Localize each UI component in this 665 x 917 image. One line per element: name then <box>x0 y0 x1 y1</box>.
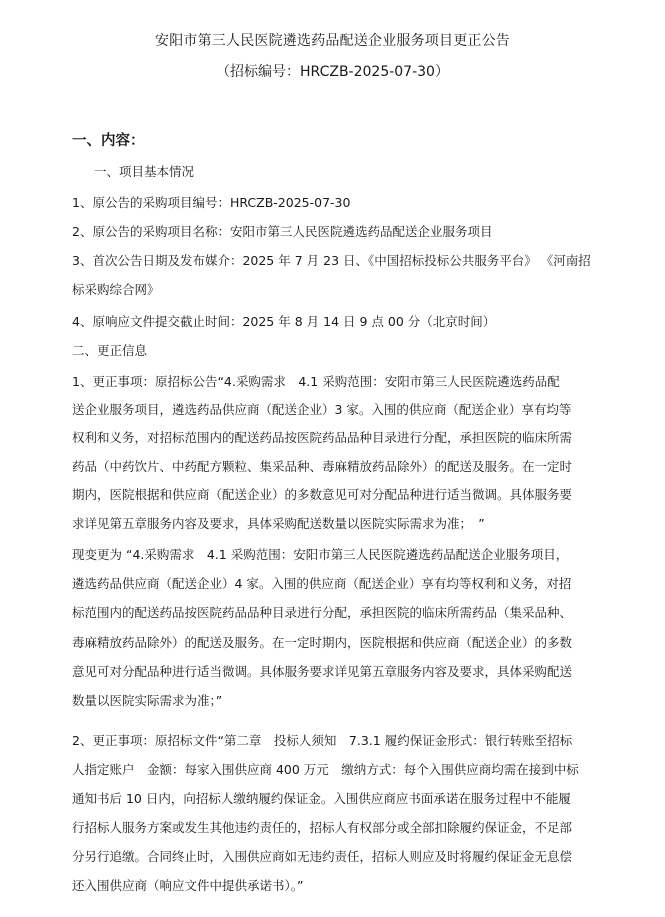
paragraph-line: 权利和义务，对招标范围内的配送药品按医院药品品种目录进行分配，承担医院的临床所需 <box>72 430 573 445</box>
paragraph-line: 2、更正事项：原招标文件“第二章 投标人须知 7.3.1 履约保证金形式：银行转账至招标 <box>72 733 573 748</box>
paragraph-line: 意见可对分配品种进行适当微调。具体服务要求详见第五章服务内容及要求，具体采购配送 <box>72 664 573 679</box>
paragraph-line: 标范围内的配送药品按医院药品品种目录进行分配，承担医院的临床所需药品（集采品种、 <box>72 605 573 620</box>
paragraph-line: 通知书后 10 日内，向招标人缴纳履约保证金。入围供应商应书面承诺在服务过程中不能履 <box>72 791 571 806</box>
tender-number: （招标编号：HRCZB-2025-07-30） <box>216 64 449 80</box>
paragraph-line: 3、首次公告日期及发布媒介：2025 年 7 月 23 日、《中国招标投标公共服务平台》 《河南招 <box>72 253 591 268</box>
paragraph-line: 4、原响应文件提交截止时间：2025 年 8 月 14 日 9 点 00 分（北京时间） <box>72 314 496 329</box>
paragraph-line: 现变更为 “4.采购需求 4.1 采购范围：安阳市第三人民医院遴选药品配送企业服务项目， <box>72 547 569 562</box>
paragraph-line: 求详见第五章服务内容及要求，具体采购配送数量以医院实际需求为准； ” <box>72 516 485 531</box>
paragraph-line: 数量以医院实际需求为准；” <box>72 693 223 708</box>
paragraph-line: 期内，医院根据和供应商（配送企业）的多数意见可对分配品种进行适当微调。具体服务要 <box>72 487 573 502</box>
subsection-heading-basic-info: 一、项目基本情况 <box>94 164 195 179</box>
paragraph-line: 1、原公告的采购项目编号：HRCZB-2025-07-30 <box>72 195 351 210</box>
paragraph-line: 2、原公告的采购项目名称：安阳市第三人民医院遴选药品配送企业服务项目 <box>72 224 493 239</box>
page-title: 安阳市第三人民医院遴选药品配送企业服务项目更正公告 <box>155 33 510 49</box>
paragraph-line: 送企业服务项目，遴选药品供应商（配送企业）3 家。入围的供应商（配送企业）享有均等 <box>72 402 572 417</box>
paragraph-line: 药品（中药饮片、中药配方颗粒、集采品种、毒麻精放药品除外）的配送及服务。在一定时 <box>72 459 573 474</box>
paragraph-line: 标采购综合网》 <box>72 282 160 297</box>
paragraph-line: 还入围供应商（响应文件中提供承诺书）。” <box>72 878 304 893</box>
subsection-heading-correction: 二、更正信息 <box>72 343 148 358</box>
paragraph-line: 遴选药品供应商（配送企业）4 家。入围的供应商（配送企业）享有均等权利和义务，对招 <box>72 576 572 591</box>
paragraph-line: 毒麻精放药品除外）的配送及服务。在一定时期内，医院根据和供应商（配送企业）的多数 <box>72 635 573 650</box>
paragraph-line: 分另行追缴。合同终止时，入围供应商如无违约责任，招标人则应及时将履约保证金无息偿 <box>72 849 573 864</box>
paragraph-line: 1、更正事项：原招标公告“4.采购需求 4.1 采购范围：安阳市第三人民医院遴选药品配 <box>72 374 560 389</box>
section-heading-content: 一、内容： <box>72 133 145 149</box>
paragraph-line: 人指定账户 金额：每家入围供应商 400 万元 缴纳方式：每个入围供应商均需在接到中标 <box>72 762 579 777</box>
paragraph-line: 行招标人服务方案或发生其他违约责任的，招标人有权部分或全部扣除履约保证金，不足部 <box>72 820 573 835</box>
